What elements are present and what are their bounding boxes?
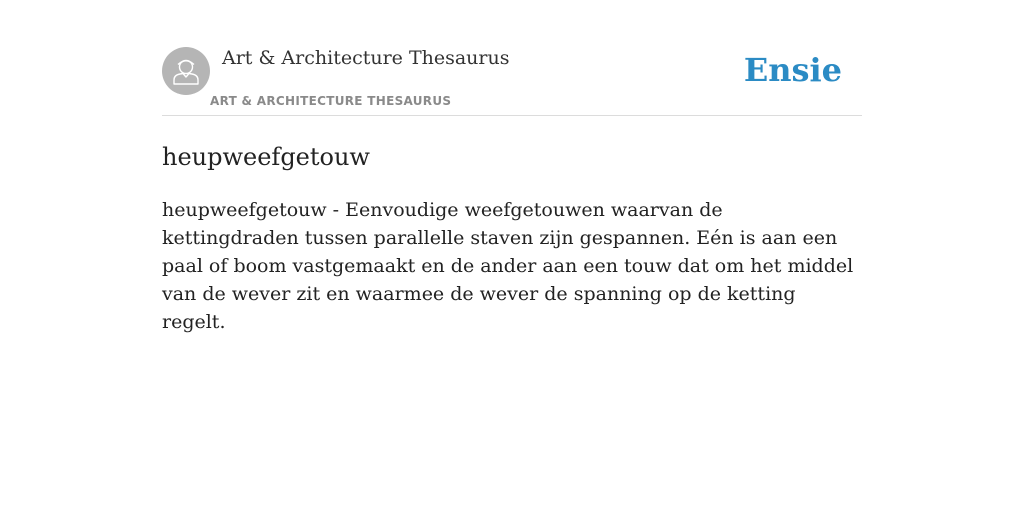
ensie-logo[interactable]: Ensie (743, 51, 842, 89)
source-label[interactable]: ART & ARCHITECTURE THESAURUS (210, 94, 452, 108)
page-content (162, 0, 862, 336)
user-silhouette-icon (162, 47, 210, 95)
avatar[interactable] (162, 47, 210, 95)
entry-title: heupweefgetouw (162, 143, 370, 171)
entry-header (162, 0, 862, 116)
entry-definition: heupweefgetouw - Eenvoudige weefgetouwen waarvan de kettingdraden tussen parallelle staven zijn gespannen. Eén is aan een paal of boom vastgemaakt en de ander aan een touw dat om het middel van de wever zit en waarmee de wever de spanning op de ketting regelt. (162, 199, 854, 333)
author-name[interactable]: Art & Architecture Thesaurus (222, 47, 510, 69)
